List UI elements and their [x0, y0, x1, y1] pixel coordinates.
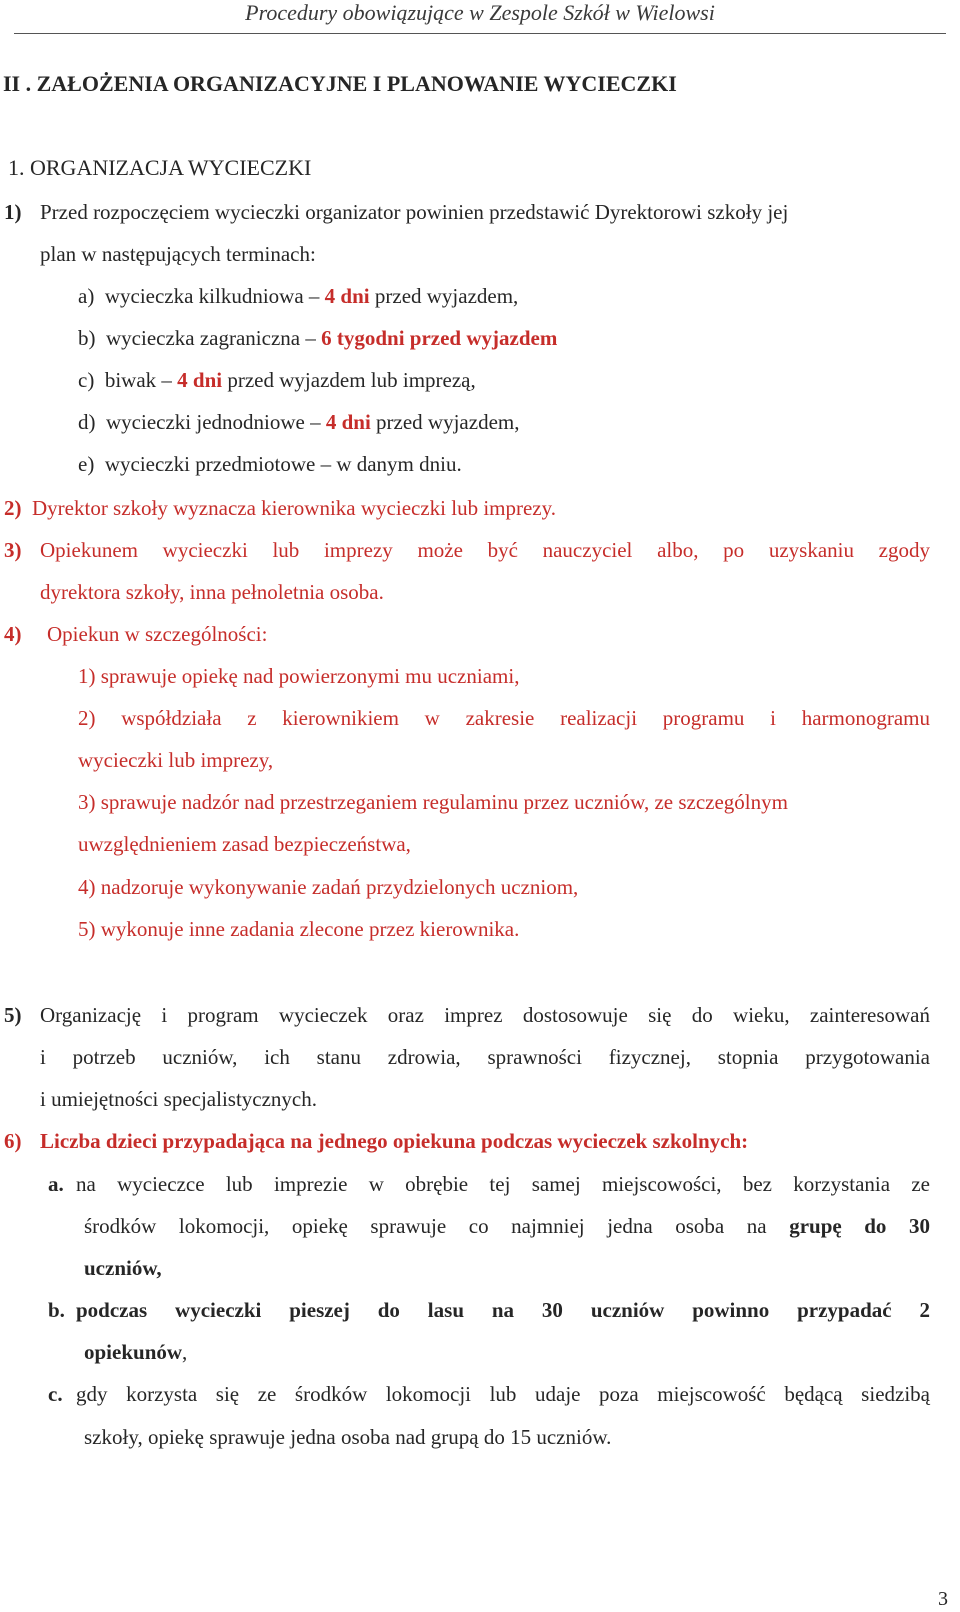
- p5-line2: i potrzeb uczniów, ich stanu zdrowia, sprawności fizycznej, stopnia przygotowania: [40, 1045, 930, 1069]
- p6-number: 6): [4, 1129, 22, 1153]
- p4-title: Opiekun w szczególności:: [47, 622, 268, 646]
- page-number: 3: [938, 1588, 948, 1610]
- p6-c-line2: szkoły, opiekę sprawuje jedna osoba nad grupą do 15 uczniów.: [84, 1425, 612, 1449]
- list-item-c: c) biwak – 4 dni przed wyjazdem lub imprezą,: [78, 368, 476, 392]
- p6-title: Liczba dzieci przypadająca na jednego opiekuna podczas wycieczek szkolnych:: [40, 1129, 749, 1153]
- p6-a-line1: na wycieczce lub imprezie w obrębie tej samej miejscowości, bez korzystania ze: [76, 1172, 930, 1196]
- p6-b-line2: opiekunów,: [84, 1340, 188, 1364]
- subsection-title: 1. ORGANIZACJA WYCIECZKI: [8, 155, 312, 180]
- list-item-e: e) wycieczki przedmiotowe – w danym dniu.: [78, 452, 462, 476]
- p6-c-line1: gdy korzysta się ze środków lokomocji lub udaje poza miejscowość będącą siedzibą: [76, 1382, 930, 1406]
- p4-line5: uwzględnieniem zasad bezpieczeństwa,: [78, 832, 411, 856]
- list-item-b: b) wycieczka zagraniczna – 6 tygodni przed wyjazdem: [78, 326, 558, 350]
- p6-a-line2: środków lokomocji, opiekę sprawuje co najmniej jedna osoba na grupę do 30: [84, 1214, 930, 1238]
- p4-line3: wycieczki lub imprezy,: [78, 748, 274, 772]
- p5-number: 5): [4, 1003, 22, 1027]
- header-rule: [14, 33, 946, 34]
- list-item-d: d) wycieczki jednodniowe – 4 dni przed wyjazdem,: [78, 410, 520, 434]
- p4-line7: 5) wykonuje inne zadania zlecone przez kierownika.: [78, 917, 520, 941]
- section-title: II . ZAŁOŻENIA ORGANIZACYJNE I PLANOWANIE WYCIECZKI: [3, 71, 677, 96]
- p1-number: 1): [4, 200, 22, 224]
- p4-number: 4): [4, 622, 22, 646]
- p5-line3: i umiejętności specjalistycznych.: [40, 1087, 317, 1111]
- p4-line4: 3) sprawuje nadzór nad przestrzeganiem regulaminu przez uczniów, ze szczególnym: [78, 790, 788, 814]
- p4-line6: 4) nadzoruje wykonywanie zadań przydzielonych uczniom,: [78, 875, 579, 899]
- p5-line1: Organizację i program wycieczek oraz imprez dostosowuje się do wieku, zainteresowań: [40, 1003, 930, 1027]
- p6-a-line3: uczniów,: [84, 1256, 162, 1280]
- p1-line1: Przed rozpoczęciem wycieczki organizator powinien przedstawić Dyrektorowi szkoły jej: [40, 200, 789, 224]
- p6-b-label: b.: [48, 1298, 65, 1322]
- p2: 2) Dyrektor szkoły wyznacza kierownika wycieczki lub imprezy.: [4, 496, 557, 520]
- p6-b-line1: podczas wycieczki pieszej do lasu na 30 uczniów powinno przypadać 2: [76, 1298, 930, 1322]
- p6-c-label: c.: [48, 1382, 63, 1406]
- p4-line1: 1) sprawuje opiekę nad powierzonymi mu uczniami,: [78, 664, 520, 688]
- p4-line2: 2) współdziała z kierownikiem w zakresie realizacji programu i harmonogramu: [78, 706, 930, 730]
- p3-line1: Opiekunem wycieczki lub imprezy może być nauczyciel albo, po uzyskaniu zgody: [40, 538, 930, 562]
- page-header: Procedury obowiązujące w Zespole Szkół w Wielowsi: [245, 0, 715, 25]
- p1-line2: plan w następujących terminach:: [40, 242, 316, 266]
- p6-a-label: a.: [48, 1172, 64, 1196]
- p3-number: 3): [4, 538, 22, 562]
- p3-line2: dyrektora szkoły, inna pełnoletnia osoba.: [40, 580, 384, 604]
- list-item-a: a) wycieczka kilkudniowa – 4 dni przed wyjazdem,: [78, 284, 519, 308]
- p2-number: 2): [4, 496, 22, 520]
